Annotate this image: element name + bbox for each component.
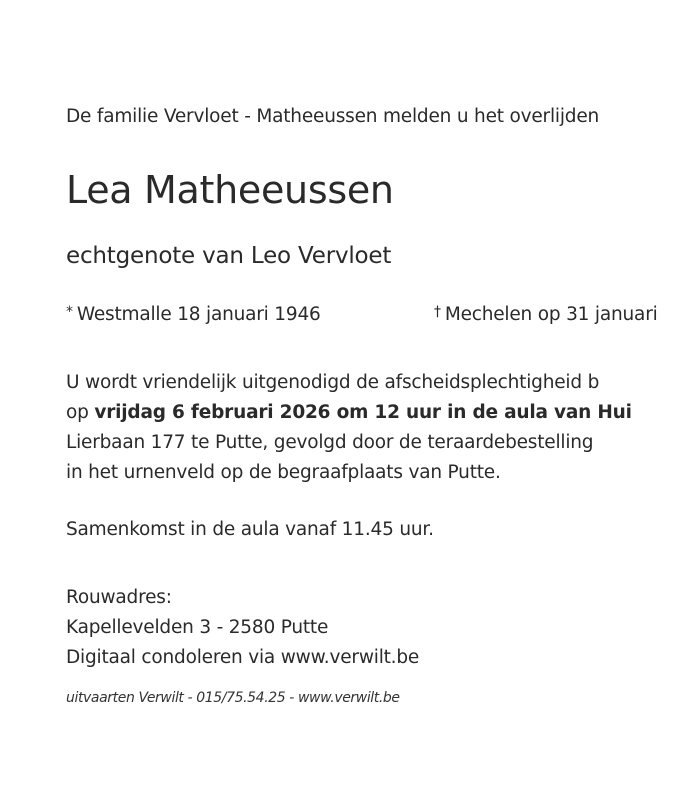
deceased-name: Lea Matheeussen [66,168,394,212]
invitation-line-4: in het urnenveld op de begraafplaats van Putte. [66,462,501,483]
invitation-line-2-prefix: op [66,402,95,423]
birth-star-icon: * [66,304,73,320]
funeral-home-footer: uitvaarten Verwilt - 015/75.54.25 - www.verwilt.be [66,690,400,706]
death-date [434,304,658,325]
ceremony-datetime: vrijdag 6 februari 2026 om 12 uur in de aula van Hui [94,402,632,423]
death-text: Mechelen op 31 januari [444,304,658,325]
invitation-line-3: Lierbaan 177 te Putte, gevolgd door de teraardebestelling [66,432,594,453]
invitation-line-2 [66,402,632,423]
spouse-line: echtgenote van Leo Vervloet [66,243,392,269]
birth-text: Westmalle 18 januari 1946 [76,304,321,325]
address-label: Rouwadres: [66,587,172,608]
birth-date [66,304,321,325]
intro-text: De familie Vervloet - Matheeussen melden u het overlijden [66,106,600,127]
death-cross-icon: † [434,304,441,320]
life-dates [66,304,658,325]
condolence-text: Digitaal condoleren via www.verwilt.be [66,647,420,668]
invitation-line-1: U wordt vriendelijk uitgenodigd de afscheidsplechtigheid b [66,372,600,393]
gathering-text: Samenkomst in de aula vanaf 11.45 uur. [66,519,434,540]
address-text: Kapellevelden 3 - 2580 Putte [66,617,329,638]
